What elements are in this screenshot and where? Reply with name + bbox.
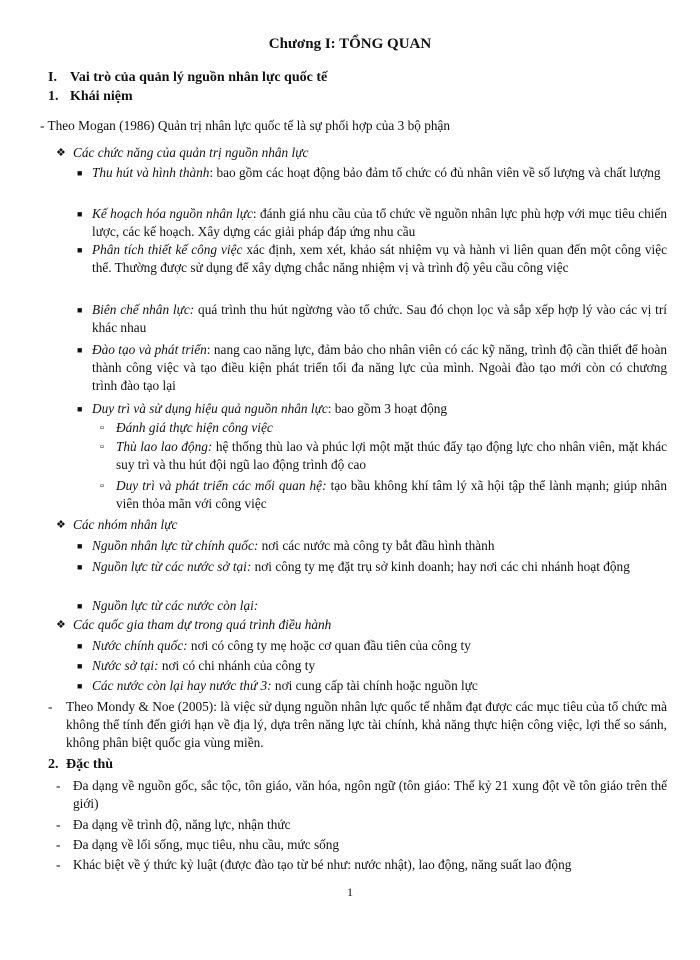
intro-line: - Theo Mogan (1986) Quản trị nhân lực quốc tế là sự phối hợp của 3 bộ phận	[40, 118, 451, 133]
list-item: Nguồn lực từ các nước còn lại:	[92, 598, 259, 613]
square-bullet-icon: ■	[77, 681, 83, 691]
dash-bullet: -	[48, 699, 53, 714]
trait-item: Đa dạng về lối sống, mục tiêu, nhu cầu, mức sống	[73, 837, 340, 852]
group-groups-title: Các nhóm nhân lực	[73, 517, 178, 532]
list-item: Đào tạo và phát triển: nang cao năng lực, đảm bảo cho nhân viên có các kỹ năng, trình độ cần thiết để hoàn thành công việc và tạo điều kiện phát triển tối đa năng lực của mình. Ngoài đào tạo mới còn có chương trình đào tạo lại	[92, 342, 667, 393]
square-bullet-icon: ■	[77, 601, 83, 611]
square-bullet-icon: ■	[77, 404, 83, 414]
list-item: Nước sở tại: nơi có chi nhánh của công ty	[92, 658, 316, 673]
hollow-square-bullet-icon: ▫	[100, 480, 104, 492]
hollow-square-bullet-icon: ▫	[100, 422, 104, 434]
square-bullet-icon: ■	[77, 661, 83, 671]
chapter-title: Chương I: TỔNG QUAN	[268, 36, 432, 52]
list-item: Phân tích thiết kế công việc xác định, xem xét, khảo sát nhiệm vụ và hành vi liên quan đến một công việc thể. Thường được sử dụng để xây dựng chắc năng nhiệm vị và trình độ yêu cầu công việc	[92, 242, 667, 275]
section-2-heading: Đặc thù	[66, 757, 114, 772]
sub-list-item: Duy trì và phát triển các mối quan hệ: tạo bầu không khí tâm lý xã hội tập thể lành mạnh; giúp nhân viên thỏa mãn với công việc	[116, 478, 667, 511]
diamond-bullet-icon: ❖	[56, 147, 66, 159]
group-countries-title: Các quốc gia tham dự trong quá trình điều hành	[73, 617, 332, 632]
hollow-square-bullet-icon: ▫	[100, 441, 104, 453]
dash-bullet: -	[56, 837, 61, 852]
square-bullet-icon: ■	[77, 168, 83, 178]
group-functions-title: Các chức năng của quản trị nguồn nhân lực	[73, 145, 309, 160]
list-item: Nguồn lực từ các nước sở tại: nơi công ty mẹ đặt trụ sở kinh doanh; hay nơi các chi nhánh hoạt động	[92, 559, 630, 574]
diamond-bullet-icon: ❖	[56, 619, 66, 631]
list-item: Nguồn nhân lực từ chính quốc: nơi các nước mà công ty bắt đầu hình thành	[92, 538, 495, 553]
dash-bullet: -	[56, 857, 61, 872]
sub-list-item: Thù lao lao động: hệ thống thù lao và phúc lợi một mặt thúc đẩy tạo động lực cho nhân viên, mặt khác suy trì và thu hút đội ngũ lao động trình độ cao	[116, 439, 668, 472]
square-bullet-icon: ■	[77, 209, 83, 219]
square-bullet-icon: ■	[77, 245, 83, 255]
dash-bullet: -	[56, 778, 61, 793]
mondy-paragraph: Theo Mondy & Noe (2005): là việc sử dụng nguồn nhân lực quốc tế nhằm đạt được các mục tiêu của tổ chức mà không thể tính đến giới hạn về địa lý, dựa trên năng lực tài chính, khả năng thực hiện công việc, lợi thế so sánh, không phân biệt quốc gia vùng miền.	[66, 699, 667, 750]
square-bullet-icon: ■	[77, 345, 83, 355]
square-bullet-icon: ■	[77, 305, 83, 315]
list-item: Nước chính quốc: nơi có công ty mẹ hoặc cơ quan đầu tiên của công ty	[92, 638, 471, 653]
sub-list-item: Đánh giá thực hiện công việc	[116, 420, 273, 435]
square-bullet-icon: ■	[77, 641, 83, 651]
list-item: Thu hút và hình thành: bao gồm các hoạt động bảo đảm tổ chức có đủ nhân viên về số lượng và chất lượng	[92, 165, 661, 180]
section-1-number: 1.	[48, 89, 59, 104]
section-i-number: I.	[48, 70, 57, 85]
trait-item: Đa dạng về nguồn gốc, sắc tộc, tôn giáo, văn hóa, ngôn ngữ (tôn giáo: Thế kỷ 21 xung đột về tôn giáo trên thế giới)	[73, 778, 667, 811]
list-item: Kế hoạch hóa nguồn nhân lực: đánh giá nhu cầu của tổ chức về nguồn nhân lực phù hợp với mục tiêu chiến lược, các kế hoạch. Xây dựng các giải pháp đáp ứng nhu cầu	[92, 206, 667, 239]
square-bullet-icon: ■	[77, 541, 83, 551]
section-2-number: 2.	[48, 757, 59, 772]
diamond-bullet-icon: ❖	[56, 519, 66, 531]
list-item: Duy trì và sử dụng hiệu quả nguồn nhân lực: bao gồm 3 hoạt động	[92, 401, 448, 416]
section-i-heading: Vai trò của quản lý nguồn nhân lực quốc tế	[70, 70, 328, 85]
dash-bullet: -	[56, 817, 61, 832]
list-item: Biên chế nhân lực: quá trình thu hút ngừơng vào tổ chức. Sau đó chọn lọc và sắp xếp hợp lý vào các vị trí khác nhau	[92, 302, 667, 335]
page-number: 1	[347, 885, 353, 899]
section-1-heading: Khái niệm	[70, 89, 133, 104]
square-bullet-icon: ■	[77, 562, 83, 572]
list-item: Các nước còn lại hay nước thứ 3: nơi cung cấp tài chính hoặc nguồn lực	[92, 678, 478, 693]
trait-item: Khác biệt về ý thức kỷ luật (được đào tạo từ bé như: nước nhật), lao động, năng suất lao động	[73, 857, 572, 872]
trait-item: Đa dạng về trình độ, năng lực, nhận thức	[73, 817, 291, 832]
